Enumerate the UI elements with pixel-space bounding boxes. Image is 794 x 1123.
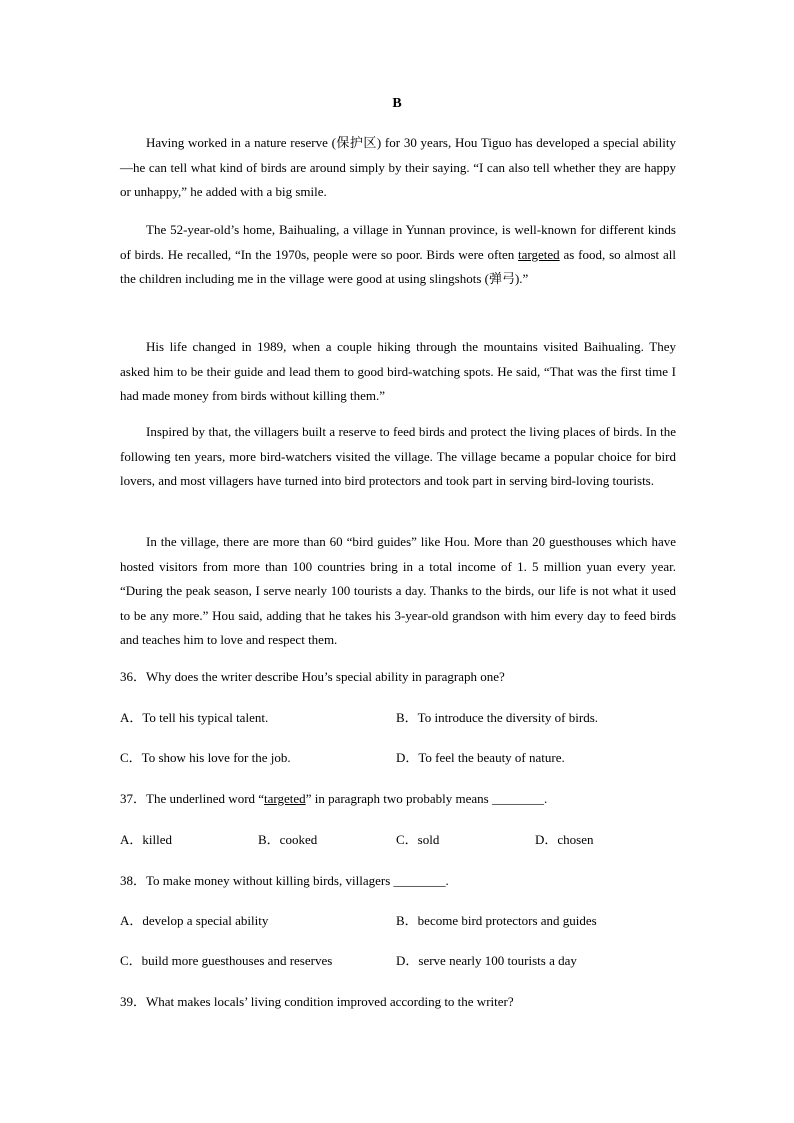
- q38-option-b[interactable]: B．become bird protectors and guides: [396, 913, 597, 928]
- passage-paragraph-4: Inspired by that, the villagers built a reserve to feed birds and protect the living places of birds. In the following ten years, more bird-watchers visited the village. The village became a popular choice for bird lovers, and most villagers have turned into bird protectors and took part in serving bird-loving tourists.: [120, 424, 676, 488]
- passage-paragraph-5: In the village, there are more than 60 “bird guides” like Hou. More than 20 guesthouses which have hosted visitors from more than 100 countries bring in a total income of 1. 5 million yuan every year. “During the peak season, I serve nearly 100 tourists a day. Thanks to the birds, our life is not what it used to be any more.” Hou said, adding that he takes his 3-year-old grandson with him every day to feed birds and teaches him to love and respect them.: [120, 534, 676, 647]
- q37-option-a[interactable]: A．killed: [120, 832, 172, 847]
- q38-option-d[interactable]: D．serve nearly 100 tourists a day: [396, 953, 577, 968]
- question-36: 36．Why does the writer describe Hou’s special ability in paragraph one?: [120, 669, 505, 684]
- q38-option-c[interactable]: C．build more guesthouses and reserves: [120, 953, 333, 968]
- q36-option-c[interactable]: C．To show his love for the job.: [120, 750, 291, 765]
- q36-option-d[interactable]: D．To feel the beauty of nature.: [396, 750, 565, 765]
- q37-option-b[interactable]: B．cooked: [258, 832, 318, 847]
- section-title: B: [392, 96, 402, 111]
- underlined-word-targeted: targeted: [518, 246, 560, 262]
- passage-paragraph-1: Having worked in a nature reserve (保护区) for 30 years, Hou Tiguo has developed a special ability —he can tell what kind of birds are around simply by their saying. “I can also tell whether they are happy or unhappy,” he added with a big smile.: [120, 135, 676, 199]
- paragraph-2-text-end: as food, so almost all the children including me in the village were good at using slingshots (弹弓).”: [120, 246, 676, 286]
- q37-option-d[interactable]: D．chosen: [535, 832, 594, 847]
- question-37: [120, 790, 680, 808]
- passage-paragraph-3: His life changed in 1989, when a couple hiking through the mountains visited Baihualing. They asked him to be their guide and lead them to good bird-watching spots. He said, “That was the first time I had made money from birds without killing them.”: [120, 339, 676, 403]
- q37-underlined-word: targeted: [264, 791, 306, 806]
- q36-option-b[interactable]: B．To introduce the diversity of birds.: [396, 710, 599, 725]
- q38-option-a[interactable]: A．develop a special ability: [120, 913, 269, 928]
- paragraph-2-text-start: The 52-year-old’s home, Baihualing, a village in Yunnan province, is well-known for different kinds of birds. He recalled, “In the 1970s, people were so poor. Birds were often: [120, 222, 676, 262]
- question-39: 39．What makes locals’ living condition improved according to the writer?: [120, 994, 514, 1009]
- q36-option-a[interactable]: A．To tell his typical talent.: [120, 710, 269, 725]
- question-38: 38．To make money without killing birds, villagers ________.: [120, 873, 449, 888]
- q37-text-end: ” in paragraph two probably means ________.: [305, 791, 548, 806]
- passage-paragraph-2: [120, 218, 676, 292]
- q37-option-c[interactable]: C．sold: [396, 832, 440, 847]
- q37-text-start: 37．The underlined word “: [120, 791, 265, 806]
